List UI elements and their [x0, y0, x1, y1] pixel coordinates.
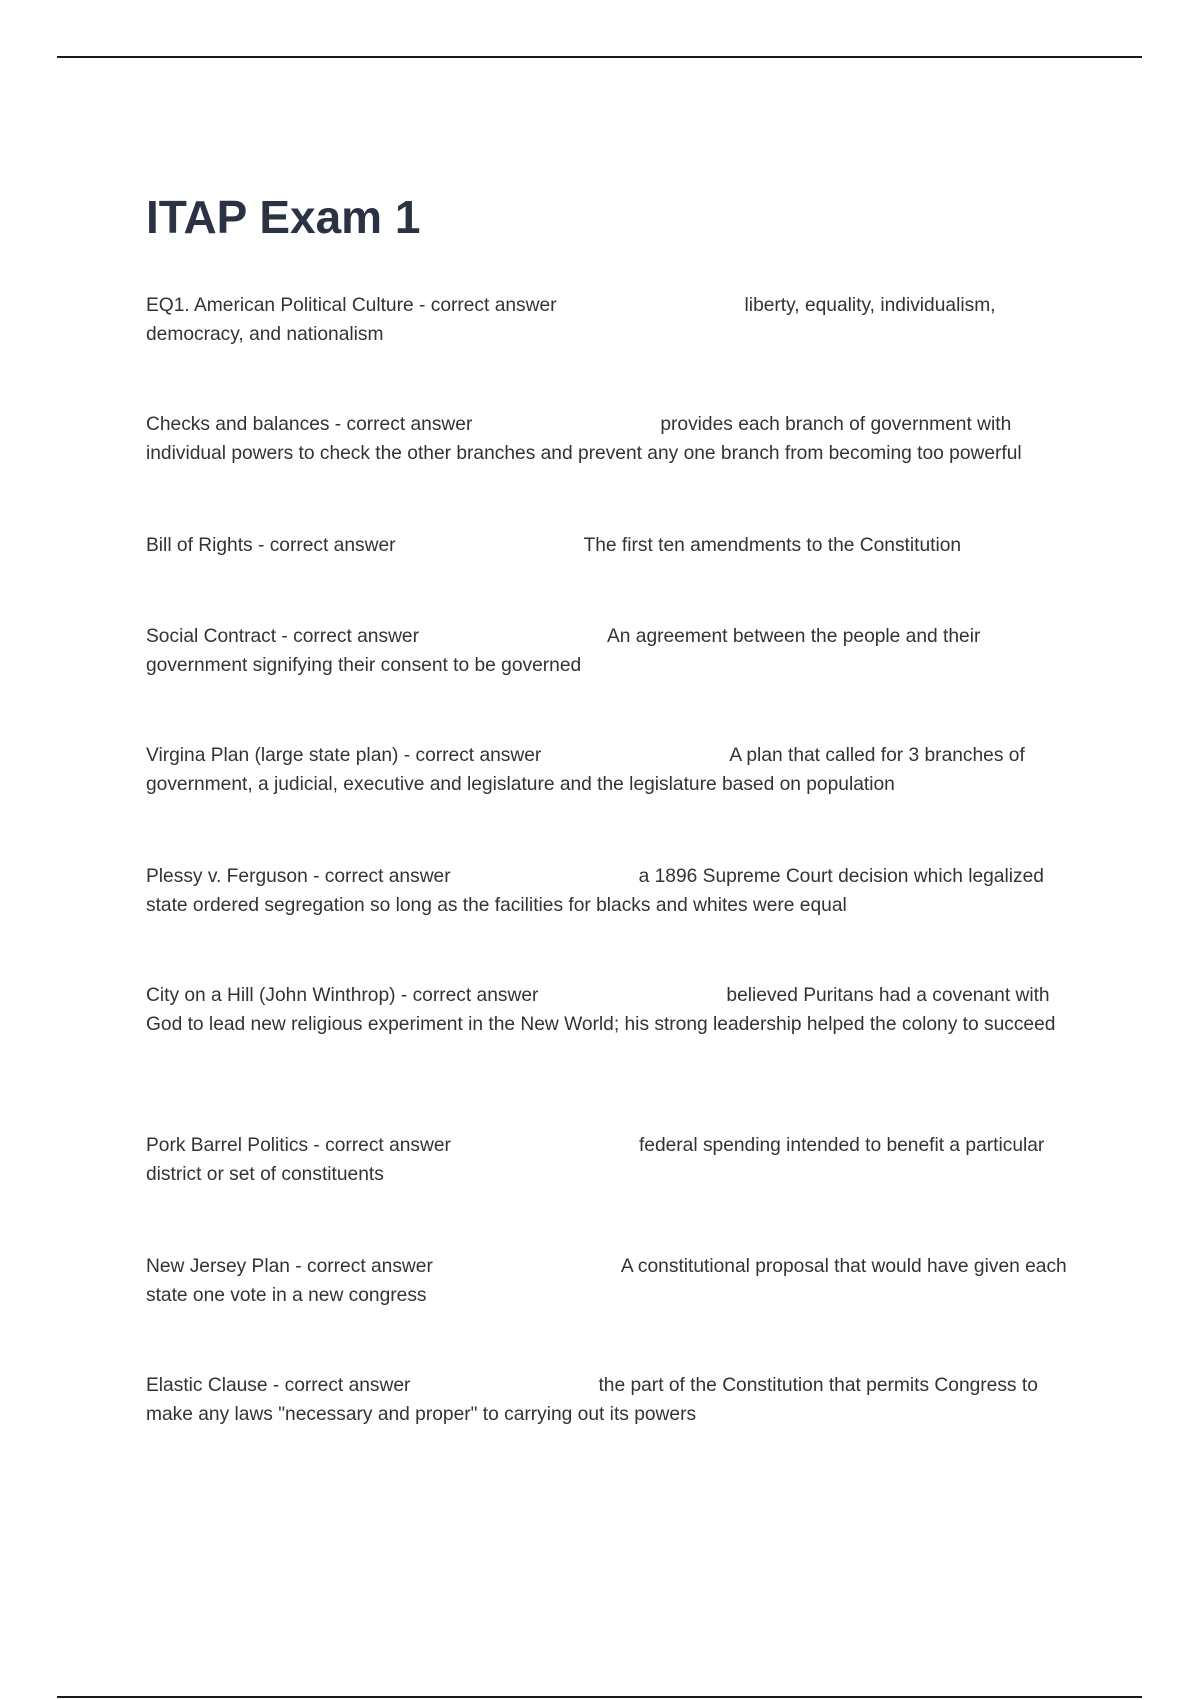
qa-answer: believed Puritans had a covenant with God to lead new religious experiment in the New World; his strong leadership helped the colony to succeed: [146, 985, 1056, 1035]
qa-item-9: [146, 1253, 1086, 1310]
qa-item-8: [146, 1132, 1086, 1189]
qa-question: Pork Barrel Politics - correct answer: [146, 1135, 451, 1156]
qa-question: Virgina Plan (large state plan) - correct answer: [146, 745, 542, 766]
qa-answer: An agreement between the people and their government signifying their consent to be governed: [146, 626, 981, 676]
qa-item-10: [146, 1372, 1086, 1429]
qa-item-2: [146, 411, 1086, 468]
qa-item-6: [146, 863, 1086, 920]
qa-question: Checks and balances - correct answer: [146, 414, 473, 435]
bottom-rule: [57, 1696, 1142, 1698]
qa-question: New Jersey Plan - correct answer: [146, 1256, 433, 1277]
qa-item-1: [146, 292, 1086, 349]
qa-item-5: [146, 742, 1086, 799]
qa-answer: provides each branch of government with individual powers to check the other branches and prevent any one branch from becoming too powerful: [146, 414, 1022, 464]
qa-item-3: [146, 532, 1086, 561]
qa-question: Bill of Rights - correct answer: [146, 535, 396, 556]
qa-question: EQ1. American Political Culture - correct answer: [146, 295, 557, 316]
qa-answer: liberty, equality, individualism, democracy, and nationalism: [146, 295, 996, 345]
qa-answer: federal spending intended to benefit a particular district or set of constituents: [146, 1135, 1045, 1185]
qa-answer: A constitutional proposal that would have given each state one vote in a new congress: [146, 1256, 1067, 1306]
qa-answer: a 1896 Supreme Court decision which legalized state ordered segregation so long as the facilities for blacks and whites were equal: [146, 866, 1044, 916]
page-title: ITAP Exam 1: [146, 191, 421, 243]
qa-item-7: [146, 982, 1086, 1039]
qa-item-4: [146, 623, 1086, 680]
top-rule: [57, 56, 1142, 58]
qa-answer: A plan that called for 3 branches of government, a judicial, executive and legislature and the legislature based on population: [146, 745, 1025, 795]
qa-answer: The first ten amendments to the Constitution: [583, 535, 962, 556]
qa-question: City on a Hill (John Winthrop) - correct answer: [146, 985, 539, 1006]
qa-answer: the part of the Constitution that permits Congress to make any laws "necessary and proper" to carrying out its powers: [146, 1375, 1038, 1425]
qa-question: Elastic Clause - correct answer: [146, 1375, 411, 1396]
qa-question: Plessy v. Ferguson - correct answer: [146, 866, 451, 887]
qa-question: Social Contract - correct answer: [146, 626, 419, 647]
